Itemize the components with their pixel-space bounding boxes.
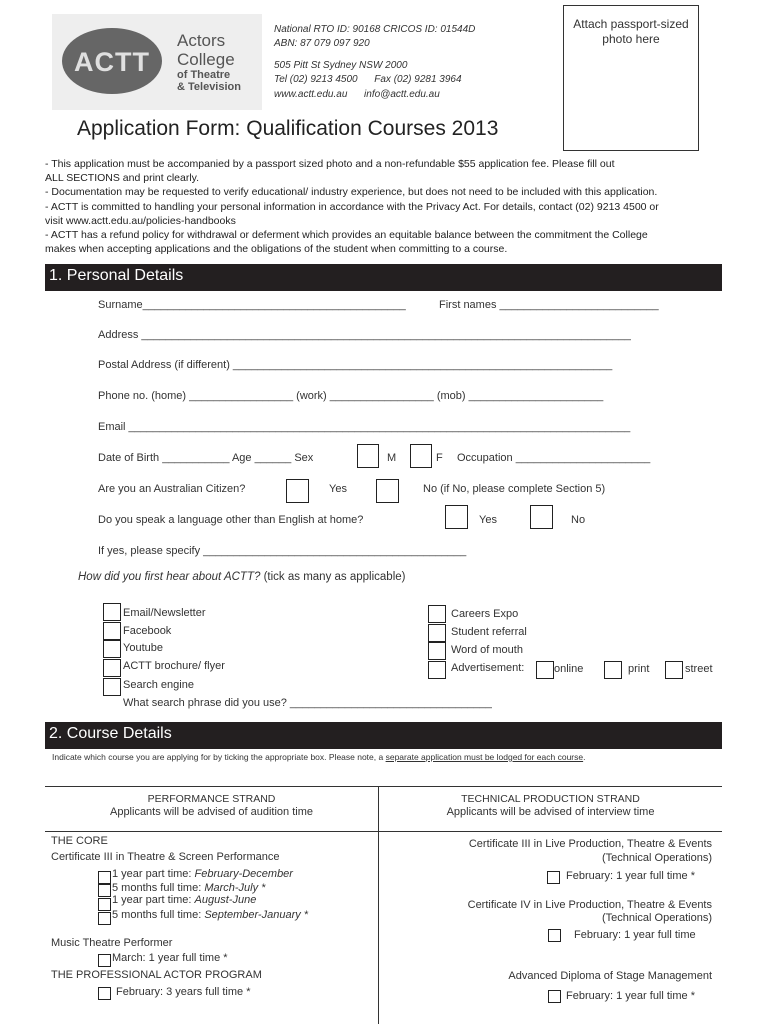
- tech-cert4-subtitle: (Technical Operations): [601, 912, 712, 924]
- table-header-line: [45, 831, 722, 832]
- language-question: Do you speak a language other than English at home?: [98, 514, 364, 526]
- citizen-question: Are you an Australian Citizen?: [98, 483, 246, 495]
- section-course-details-header: [45, 722, 722, 749]
- music-theatre-option: March: 1 year full time *: [112, 952, 228, 964]
- perf-option-3-checkbox[interactable]: [98, 898, 111, 911]
- ad-print-label: print: [628, 663, 650, 675]
- table-top-line: [45, 786, 722, 787]
- hear-facebook-label: Facebook: [123, 625, 172, 637]
- perf-option-1-label: 1 year part time: February-December: [112, 868, 293, 880]
- perf-strand-heading: PERFORMANCE STRAND: [147, 793, 276, 805]
- hear-referral-label: Student referral: [451, 626, 527, 638]
- language-yes-checkbox[interactable]: [445, 505, 468, 529]
- hear-careers-expo-label: Careers Expo: [451, 608, 519, 620]
- language-no-label: No: [571, 514, 586, 526]
- hear-careers-expo-checkbox[interactable]: [428, 605, 446, 623]
- pro-actor-title: THE PROFESSIONAL ACTOR PROGRAM: [51, 969, 262, 981]
- citizen-no-label: No (if No, please complete Section 5): [423, 483, 606, 495]
- occupation-field[interactable]: Occupation ______________________: [457, 452, 651, 464]
- hear-brochure-label: ACTT brochure/ flyer: [123, 660, 225, 672]
- language-no-checkbox[interactable]: [530, 505, 553, 529]
- section-title: 1. Personal Details: [49, 267, 184, 284]
- core-heading: THE CORE: [51, 835, 108, 847]
- hear-youtube-label: Youtube: [123, 642, 163, 654]
- photo-attach-box[interactable]: [563, 5, 699, 151]
- tech-cert3-title: Certiﬁcate III in Live Production, Theatre & Events: [468, 838, 712, 850]
- ad-street-label: street: [685, 663, 713, 675]
- abn: ABN: 87 079 097 920: [274, 38, 370, 49]
- hear-word-of-mouth-checkbox[interactable]: [428, 642, 446, 660]
- hear-referral-checkbox[interactable]: [428, 624, 446, 642]
- street-address: 505 Pitt St Sydney NSW 2000: [274, 60, 408, 71]
- form-title: Application Form: Qualiﬁcation Courses 2013: [77, 117, 499, 140]
- adv-diploma-title: Advanced Diploma of Stage Management: [508, 970, 712, 982]
- citizen-yes-label: Yes: [329, 483, 347, 495]
- sex-m-label: M: [387, 452, 397, 464]
- perf-option-1-checkbox[interactable]: [98, 871, 111, 884]
- adv-diploma-checkbox[interactable]: [548, 990, 561, 1003]
- cert3-performance-title: Certiﬁcate III in Theatre & Screen Performance: [51, 851, 280, 863]
- logo-subname: of Theatre & Television: [177, 69, 241, 93]
- hear-advertisement-checkbox[interactable]: [428, 661, 446, 679]
- ad-online-label: online: [554, 663, 584, 675]
- tech-cert4-title: Certiﬁcate IV in Live Production, Theatre & Events: [467, 899, 712, 911]
- perf-option-4-checkbox[interactable]: [98, 912, 111, 925]
- email-field[interactable]: Email __________________________________________________________________________________: [98, 421, 631, 433]
- sex-m-checkbox[interactable]: [357, 444, 379, 468]
- first-names-field[interactable]: First names __________________________: [439, 299, 659, 311]
- tech-cert3-subtitle: (Technical Operations): [601, 852, 712, 864]
- tech-strand-heading: TECHNICAL PRODUCTION STRAND: [461, 793, 640, 805]
- tech-cert3-checkbox[interactable]: [547, 871, 560, 884]
- web-email: www.actt.edu.au info@actt.edu.au: [274, 89, 440, 100]
- ad-print-checkbox[interactable]: [604, 661, 622, 679]
- perf-option-4-label: 5 months full time: September-January *: [112, 909, 309, 921]
- perf-option-3-label: 1 year part time: August-June: [112, 894, 257, 906]
- actt-logo: [52, 14, 262, 110]
- hear-about-question: How did you ﬁrst hear about ACTT? (tick as many as applicable): [78, 571, 406, 583]
- hear-email-checkbox[interactable]: [103, 603, 121, 621]
- logo-mark: ACTT: [74, 47, 150, 77]
- perf-strand-note: Applicants will be advised of audition time: [109, 806, 313, 818]
- adv-diploma-option: February: 1 year full time *: [566, 990, 695, 1002]
- postal-address-field[interactable]: Postal Address (if different) ______________________________________________________________: [98, 359, 613, 371]
- address-field[interactable]: Address ________________________________________________________________________________: [98, 329, 631, 341]
- tech-strand-note: Applicants will be advised of interview time: [446, 806, 655, 818]
- rto-id: National RTO ID: 90168 CRICOS ID: 01544D: [274, 24, 476, 35]
- sex-f-checkbox[interactable]: [410, 444, 432, 468]
- dob-age-field[interactable]: Date of Birth ___________ Age ______ Sex: [98, 452, 314, 464]
- sex-f-label: F: [436, 452, 443, 464]
- ad-online-checkbox[interactable]: [536, 661, 554, 679]
- hear-email-label: Email/Newsletter: [123, 607, 206, 619]
- search-phrase-field[interactable]: What search phrase did you use? _________________________________: [123, 697, 492, 709]
- language-specify-field[interactable]: If yes, please specify ___________________________________________: [98, 545, 467, 557]
- section-personal-details-header: [45, 264, 722, 291]
- pro-actor-checkbox[interactable]: [98, 987, 111, 1000]
- hear-search-checkbox[interactable]: [103, 678, 121, 696]
- hear-word-of-mouth-label: Word of mouth: [451, 644, 523, 656]
- tech-cert3-option: February: 1 year full time *: [566, 870, 695, 882]
- hear-search-label: Search engine: [123, 679, 194, 691]
- phone-field[interactable]: Phone no. (home) _________________ (work) _________________ (mob) ______________________: [98, 390, 604, 402]
- pro-actor-option: February: 3 years full time *: [116, 986, 251, 998]
- section-title: 2. Course Details: [49, 725, 172, 742]
- phone-fax: Tel (02) 9213 4500 Fax (02) 9281 3964: [274, 74, 462, 85]
- hear-youtube-checkbox[interactable]: [103, 640, 121, 658]
- course-instruction: Indicate which course you are applying for by ticking the appropriate box. Please note, a separate application must be lodged for each course.: [52, 752, 586, 762]
- music-theatre-title: Music Theatre Performer: [51, 937, 173, 949]
- hear-facebook-checkbox[interactable]: [103, 622, 121, 640]
- citizen-no-checkbox[interactable]: [376, 479, 399, 503]
- citizen-yes-checkbox[interactable]: [286, 479, 309, 503]
- tech-cert4-option: February: 1 year full time: [574, 929, 696, 941]
- tech-cert4-checkbox[interactable]: [548, 929, 561, 942]
- hear-brochure-checkbox[interactable]: [103, 659, 121, 677]
- music-theatre-checkbox[interactable]: [98, 954, 111, 967]
- intro-notes: - This application must be accompanied by a passport sized photo and a non-refundable $55 application fee. Please fill out ALL SECTIONS and print clearly. - Documentation may be requested to verify educational/ industry experience, but does not need to be included with this application. - ACTT is committed to handling your personal information in accordance with the Privacy Act. For details, contact (02) 9213 4500 or visit www.actt.edu.au/policies-handbooks - ACTT has a refund policy for withdrawal or deferment which provides an equitable balance between the commitment the College makes when accepting applications and the obligations of the student when committing to a course.: [45, 158, 659, 256]
- hear-advertisement-label: Advertisement:: [451, 662, 525, 674]
- surname-field[interactable]: Surname___________________________________________: [98, 299, 406, 311]
- perf-option-2-checkbox[interactable]: [98, 884, 111, 897]
- language-yes-label: Yes: [479, 514, 497, 526]
- photo-instructions: Attach passport-sized photo here: [573, 17, 689, 46]
- ad-street-checkbox[interactable]: [665, 661, 683, 679]
- perf-option-2-label: 5 months full time: March-July *: [112, 882, 266, 894]
- logo-name: Actors College: [177, 31, 235, 69]
